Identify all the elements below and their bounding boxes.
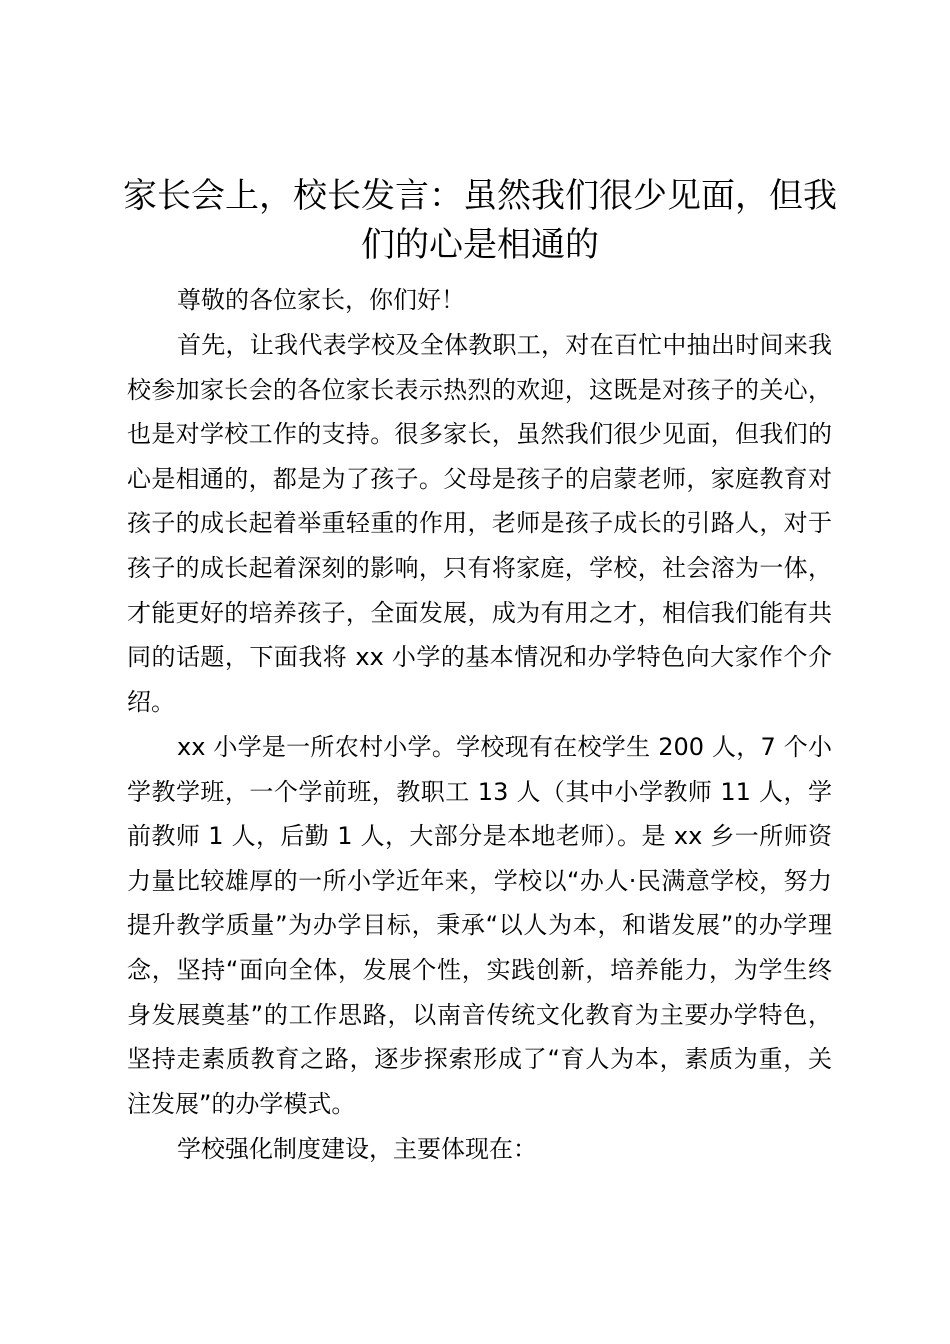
document-title: 家长会上，校长发言：虽然我们很少见面，但我们的心是相通的 [123,176,837,265]
paragraph-system-building: 学校强化制度建设，主要体现在： [177,1135,537,1163]
paragraph-welcome: 首先，让我代表学校及全体教职工，对在百忙中抽出时间来我校参加家长会的各位家长表示热烈的欢迎，这既是对孩子的关心，也是对学校工作的支持。很多家长，虽然我们很少见面，但我们的心是相通的，都是为了孩子。父母是孩子的启蒙老师，家庭教育对孩子的成长起着举重轻重的作用，老师是孩子成长的引路人，对于孩子的成长起着深刻的影响，只有将家庭，学校，社会溶为一体，才能更好的培养孩子，全面发展，成为有用之才，相信我们能有共同的话题，下面我将 xx 小学的基本情况和办学特色向大家作个介绍。 [127,331,832,716]
paragraph-school-intro: xx 小学是一所农村小学。学校现有在校学生 200 人，7 个小学教学班，一个学前班，教职工 13 人（其中小学教师 11 人，学前教师 1 人，后勤 1 人，大部分是本地老师）。是 xx 乡一所师资力量比较雄厚的一所小学近年来，学校以“办人·民满意学校，努力提升教学质量”为办学目标，秉承“以人为本，和谐发展”的办学理念，坚持“面向全体，发展个性，实践创新，培养能力，为学生终身发展奠基”的工作思路，以南音传统文化教育为主要办学特色，坚持走素质教育之路，逐步探索形成了“育人为本，素质为重，关注发展”的办学模式。 [127,733,832,1118]
greeting-line: 尊敬的各位家长，你们好！ [177,286,465,314]
